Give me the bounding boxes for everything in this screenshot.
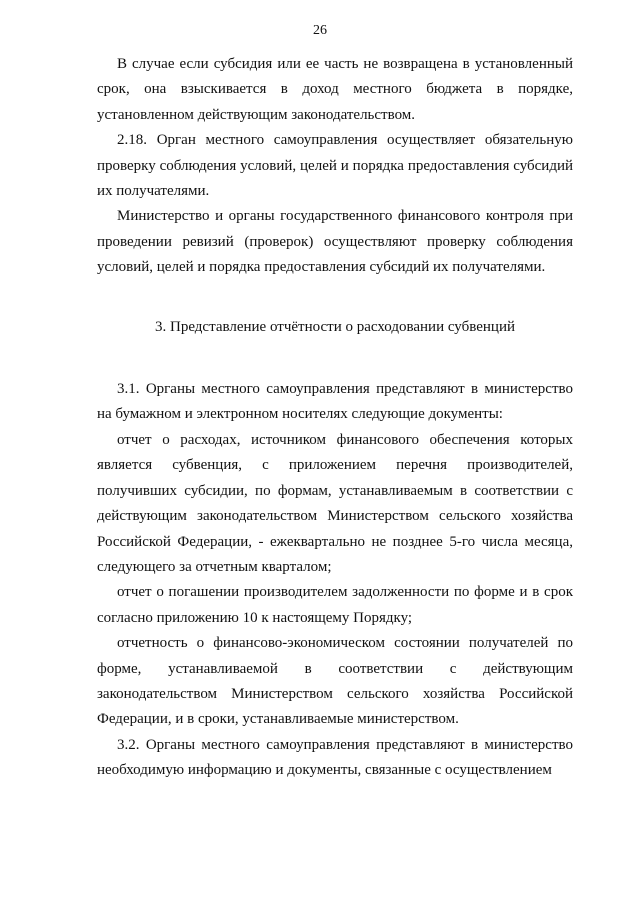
paragraph-3-2: 3.2. Органы местного самоуправления представляют в министерство необходимую информацию и документы, связанные с осуществлением	[97, 736, 573, 779]
paragraph-ministry-control: Министерство и органы государственного финансового контроля при проведении ревизий (проверок) осуществляют проверку соблюдения условий, целей и порядка предоставления субсидий их получателями.	[97, 208, 573, 276]
document-body	[97, 52, 573, 784]
paragraph-debt-report: отчет о погашении производителем задолженности по форме и в срок согласно приложению 10 к настоящему Порядку;	[97, 584, 573, 626]
paragraph-subsidy-return: В случае если субсидия или ее часть не возвращена в установленный срок, она взыскивается в доход местного бюджета в порядке, установленном действующим законодательством.	[97, 56, 573, 123]
paragraph-2-18: 2.18. Орган местного самоуправления осуществляет обязательную проверку соблюдения условий, целей и порядка предоставления субсидий их получателями.	[97, 132, 573, 200]
section-heading: 3. Представление отчётности о расходовании субвенций	[155, 318, 515, 335]
page-number: 26	[313, 23, 327, 38]
paragraph-expense-report: отчет о расходах, источником финансового обеспечения которых является субвенция, с приложением перечня производителей, получивших субсидии, по формам, устанавливаемым в соответствии с действующим законодательством Министерством сельского хозяйства Российской Федерации, - ежеквартально не позднее 5-го числа месяца, следующего за отчетным кварталом;	[97, 431, 573, 575]
paragraph-financial-report: отчетность о финансово-экономическом состоянии получателей по форме, устанавливаемой в соответствии с действующим законодательством Министерством сельского хозяйства Российской Федерации, и в сроки, устанавливаемые министерством.	[97, 635, 573, 728]
paragraph-3-1: 3.1. Органы местного самоуправления представляют в министерство на бумажном и электронном носителях следующие документы:	[97, 381, 573, 423]
